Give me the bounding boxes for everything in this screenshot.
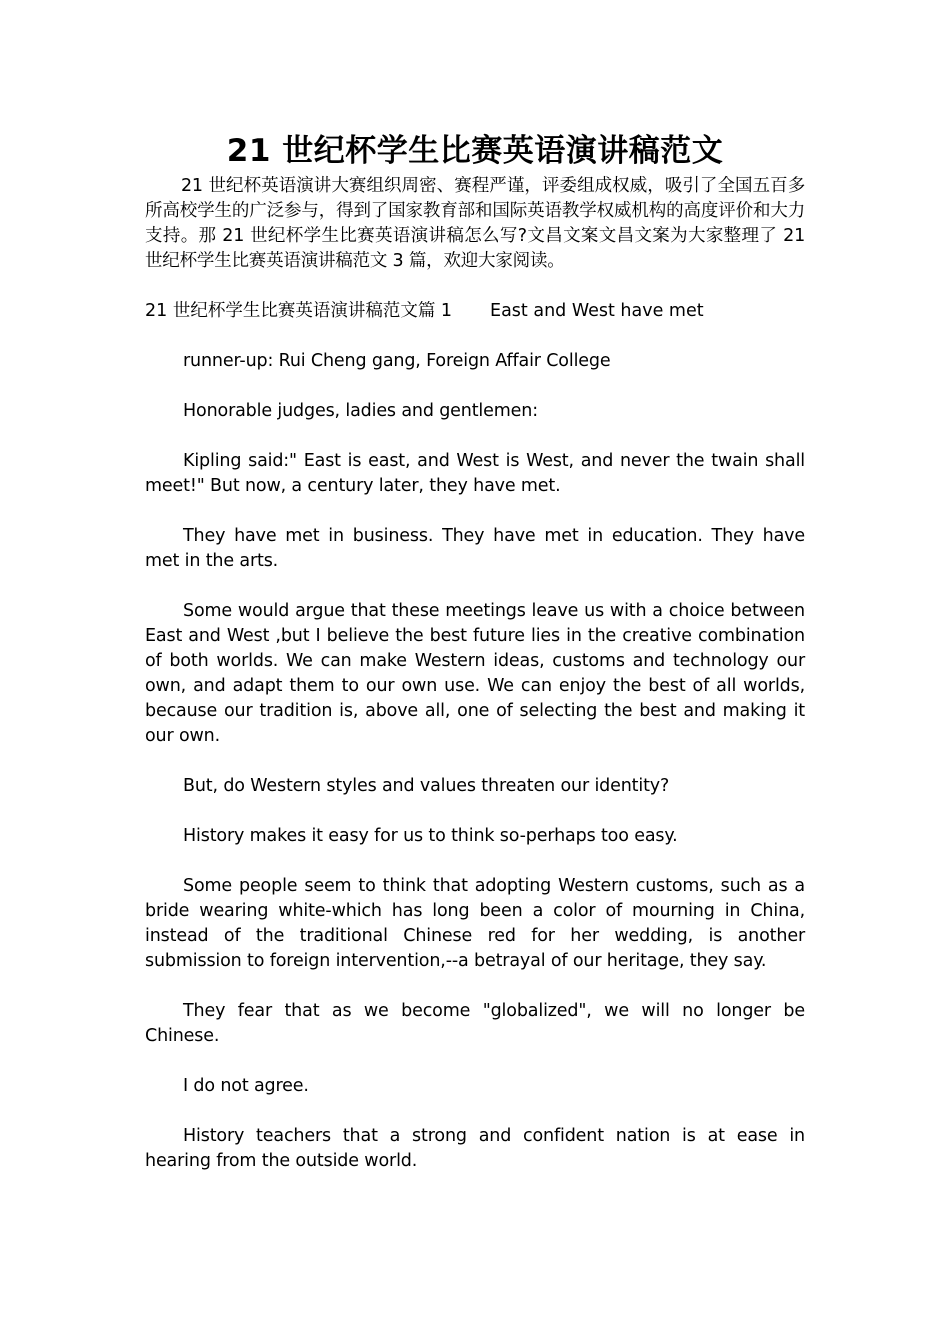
speech-title: East and West have met — [490, 301, 704, 321]
section-heading-line — [145, 299, 805, 324]
speech-paragraph: History makes it easy for us to think so-perhaps too easy. — [183, 826, 678, 846]
document-title: 21 世纪杯学生比赛英语演讲稿范文 — [226, 133, 724, 169]
speech-paragraph: Some would argue that these meetings leave us with a choice between East and West ,but I believe the best future lies in the creative combination of both worlds. We can make Western ideas, customs and technology our own, and adapt them to our own use. We can enjoy the best of all worlds, because our tradition is, above all, one of selecting the best and making it our own. — [145, 601, 805, 746]
document-page — [145, 128, 805, 1174]
speech-paragraph: They have met in business. They have met in education. They have met in the arts. — [145, 526, 805, 571]
speech-paragraph: History teachers that a strong and confident nation is at ease in hearing from the outside world. — [145, 1126, 805, 1171]
speech-paragraph: But, do Western styles and values threaten our identity? — [183, 776, 670, 796]
speech-paragraph: Honorable judges, ladies and gentlemen: — [183, 401, 538, 421]
speech-paragraph: They fear that as we become "globalized", we will no longer be Chinese. — [145, 1001, 805, 1046]
speech-paragraph: Some people seem to think that adopting Western customs, such as a bride wearing white-which has long been a color of mourning in China, instead of the traditional Chinese red for her wedding, is another submission to foreign intervention,--a betrayal of our heritage, they say. — [145, 876, 805, 971]
section-heading: 21 世纪杯学生比赛英语演讲稿范文篇 1 — [145, 301, 453, 321]
speech-paragraph: Kipling said:" East is east, and West is West, and never the twain shall meet!" But now, a century later, they have met. — [145, 451, 805, 496]
intro-paragraph: 21 世纪杯英语演讲大赛组织周密、赛程严谨，评委组成权威，吸引了全国五百多所高校学生的广泛参与，得到了国家教育部和国际英语教学权威机构的高度评价和大力支持。那 21 世纪杯学生比赛英语演讲稿怎么写?文昌文案文昌文案为大家整理了 21 世纪杯学生比赛英语演讲稿范文 3 篇，欢迎大家阅读。 — [145, 176, 805, 271]
speech-paragraph: I do not agree. — [183, 1076, 309, 1096]
speech-paragraph: runner-up: Rui Cheng gang, Foreign Affair College — [183, 351, 611, 371]
